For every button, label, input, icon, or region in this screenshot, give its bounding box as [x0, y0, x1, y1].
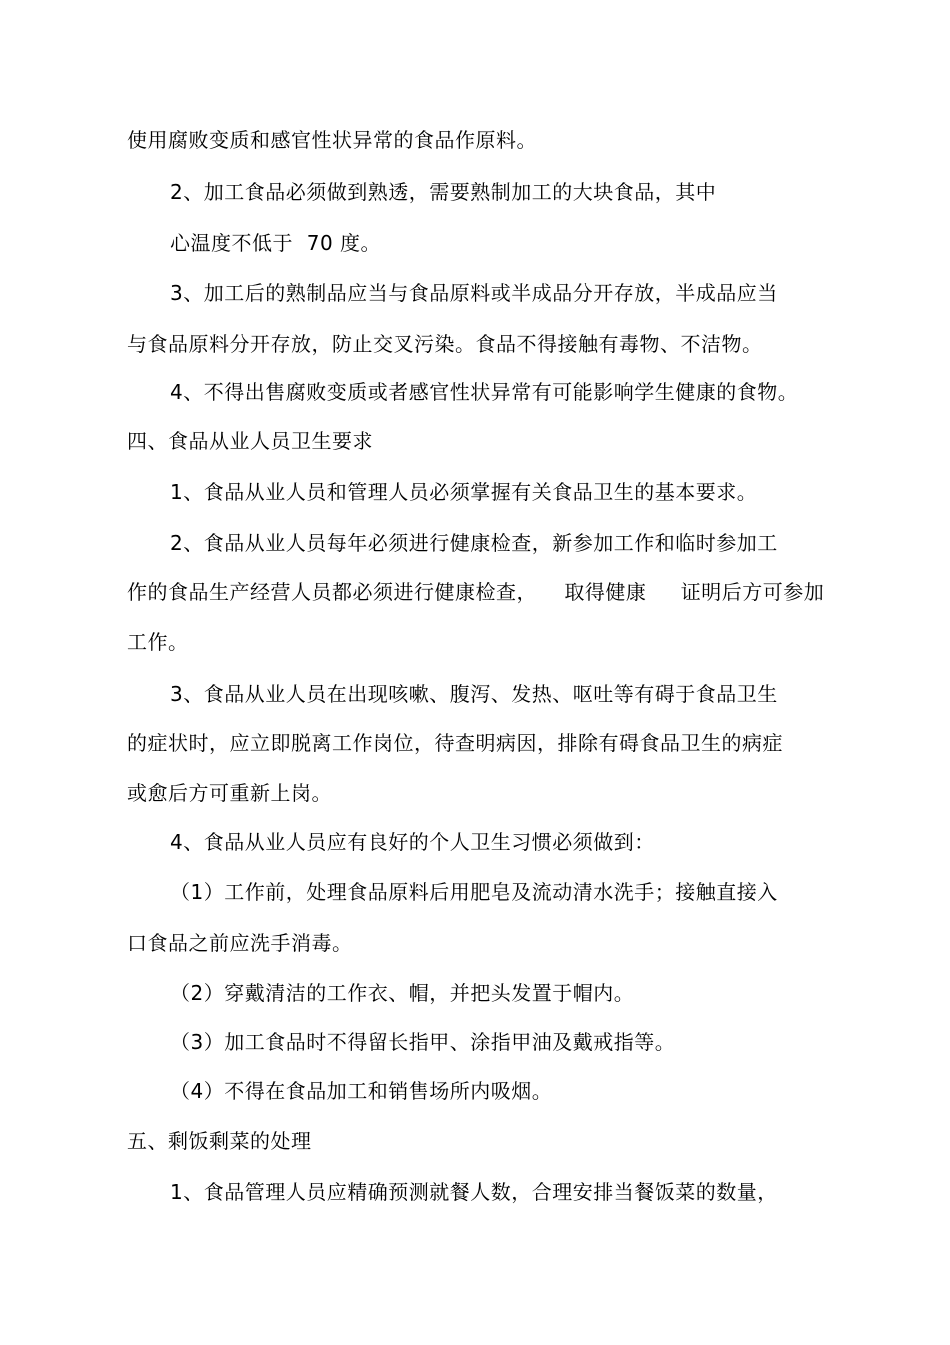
text-line: 1、食品从业人员和管理人员必须掌握有关食品卫生的基本要求。 — [170, 480, 758, 504]
text-line: 1、食品管理人员应精确预测就餐人数，合理安排当餐饭菜的数量， — [170, 1180, 778, 1204]
text-line: 口食品之前应洗手消毒。 — [127, 931, 353, 955]
text-line: 4、食品从业人员应有良好的个人卫生习惯必须做到： — [170, 830, 655, 854]
text-line: （2）穿戴清洁的工作衣、帽，并把头发置于帽内。 — [170, 981, 635, 1005]
text-line: 心温度不低于 70 度。 — [170, 231, 382, 255]
text-line: 2、食品从业人员每年必须进行健康检查，新参加工作和临时参加工 — [170, 531, 778, 555]
text-line: 工作。 — [127, 630, 189, 654]
text-line: 使用腐败变质和感官性状异常的食品作原料。 — [127, 128, 537, 152]
text-line: 或愈后方可重新上岗。 — [127, 781, 332, 805]
section-heading: 五、剩饭剩菜的处理 — [127, 1129, 312, 1153]
text-line: 作的食品生产经营人员都必须进行健康检查， 取得健康 证明后方可参加 — [127, 580, 825, 604]
text-line: 与食品原料分开存放，防止交叉污染。食品不得接触有毒物、不洁物。 — [127, 332, 763, 356]
text-line: 3、食品从业人员在出现咳嗽、腹泻、发热、呕吐等有碍于食品卫生 — [170, 682, 778, 706]
text-line: 的症状时，应立即脱离工作岗位，待查明病因，排除有碍食品卫生的病症 — [127, 731, 783, 755]
text-line: 4、不得出售腐败变质或者感官性状异常有可能影响学生健康的食物。 — [170, 380, 799, 404]
text-line: 2、加工食品必须做到熟透，需要熟制加工的大块食品，其中 — [170, 180, 717, 204]
text-line: （4）不得在食品加工和销售场所内吸烟。 — [170, 1079, 553, 1103]
text-line: （1）工作前，处理食品原料后用肥皂及流动清水洗手；接触直接入 — [170, 880, 778, 904]
text-line: 3、加工后的熟制品应当与食品原料或半成品分开存放，半成品应当 — [170, 281, 778, 305]
section-heading: 四、食品从业人员卫生要求 — [127, 429, 373, 453]
text-line: （3）加工食品时不得留长指甲、涂指甲油及戴戒指等。 — [170, 1030, 676, 1054]
